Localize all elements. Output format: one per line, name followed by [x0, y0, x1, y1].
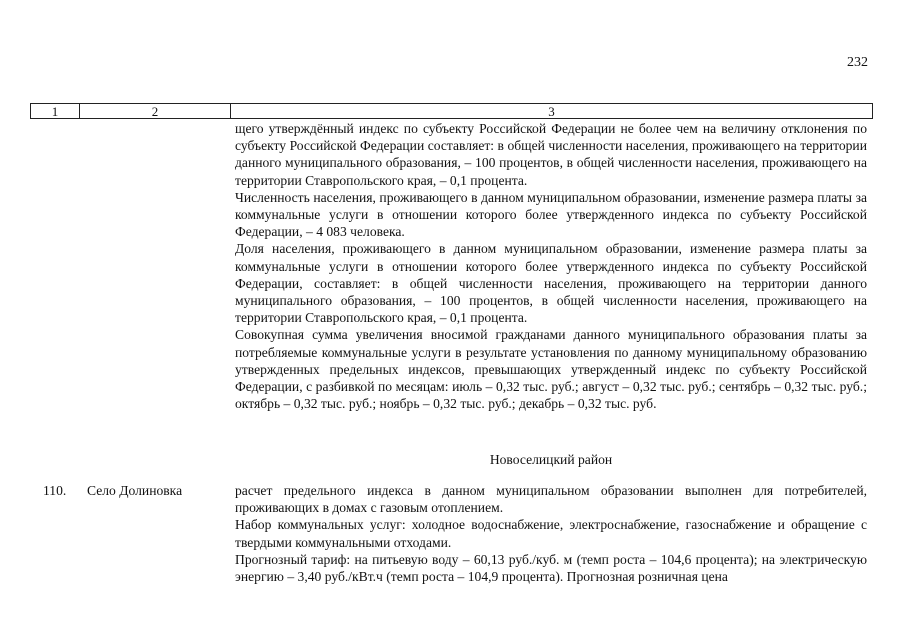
column-header-3: 3 [231, 104, 873, 119]
paragraph: Доля населения, проживающего в данном муниципальном образовании, изменение размера платы за коммунальные услуги в отношении которого более утвержденного индекса по субъекту Российской Федерации, составляет: в общей численности населения, проживающего на территории данного муниципального образования, – 100 процентов, в общей численности населения, проживающего на территории Ставропольского края, – 0,1 процента. [235, 241, 867, 326]
paragraph: щего утверждённый индекс по субъекту Российской Федерации не более чем на величину отклонения по субъекту Российской Федерации составляет: в общей численности населения, проживающего на территории данного муниципального образования, – 100 процентов, в общей численности населения, проживающего на территории Ставропольского края, – 0,1 процента. [235, 121, 867, 188]
district-heading: Новоселицкий район [489, 452, 613, 467]
paragraph: Совокупная сумма увеличения вносимой гражданами данного муниципального образования платы за потребляемые коммунальные услуги в результате установления по данному муниципальному образованию утвержденных предельных индексов, превышающих утвержденный индекс по субъекту Российской Федерации, с разбивкой по месяцам: июль – 0,32 тыс. руб.; август – 0,32 тыс. руб.; сентябрь – 0,32 тыс. руб.; октябрь – 0,32 тыс. руб.; ноябрь – 0,32 тыс. руб.; декабрь – 0,32 тыс. руб. [235, 327, 867, 412]
column-header-row [30, 103, 873, 119]
column-header-1: 1 [31, 104, 80, 119]
paragraph: Прогнозный тариф: на питьевую воду – 60,13 руб./куб. м (темп роста – 104,6 процента); на электрическую энергию – 3,40 руб./кВт.ч (темп роста – 104,9 процента). Прогнозная розничная цена [235, 551, 867, 585]
page-number: 232 [847, 55, 868, 70]
paragraph: расчет предельного индекса в данном муниципальном образовании выполнен для потребителей, проживающих в домах с газовым отоплением. [235, 483, 867, 516]
paragraph: Набор коммунальных услуг: холодное водоснабжение, электроснабжение, газоснабжение и обращение с твердыми коммунальными отходами. [235, 517, 867, 550]
entry-settlement-name: Село Долиновка [87, 483, 183, 498]
continuation-text [235, 120, 867, 412]
paragraph: Численность населения, проживающего в данном муниципальном образовании, изменение размера платы за коммунальные услуги в отношении которого более утвержденного индекса по субъекту Российской Федерации, – 4 083 человека. [235, 189, 867, 240]
entry-text [235, 482, 867, 585]
column-header-2: 2 [80, 104, 231, 119]
entry-number: 110. [43, 483, 67, 498]
